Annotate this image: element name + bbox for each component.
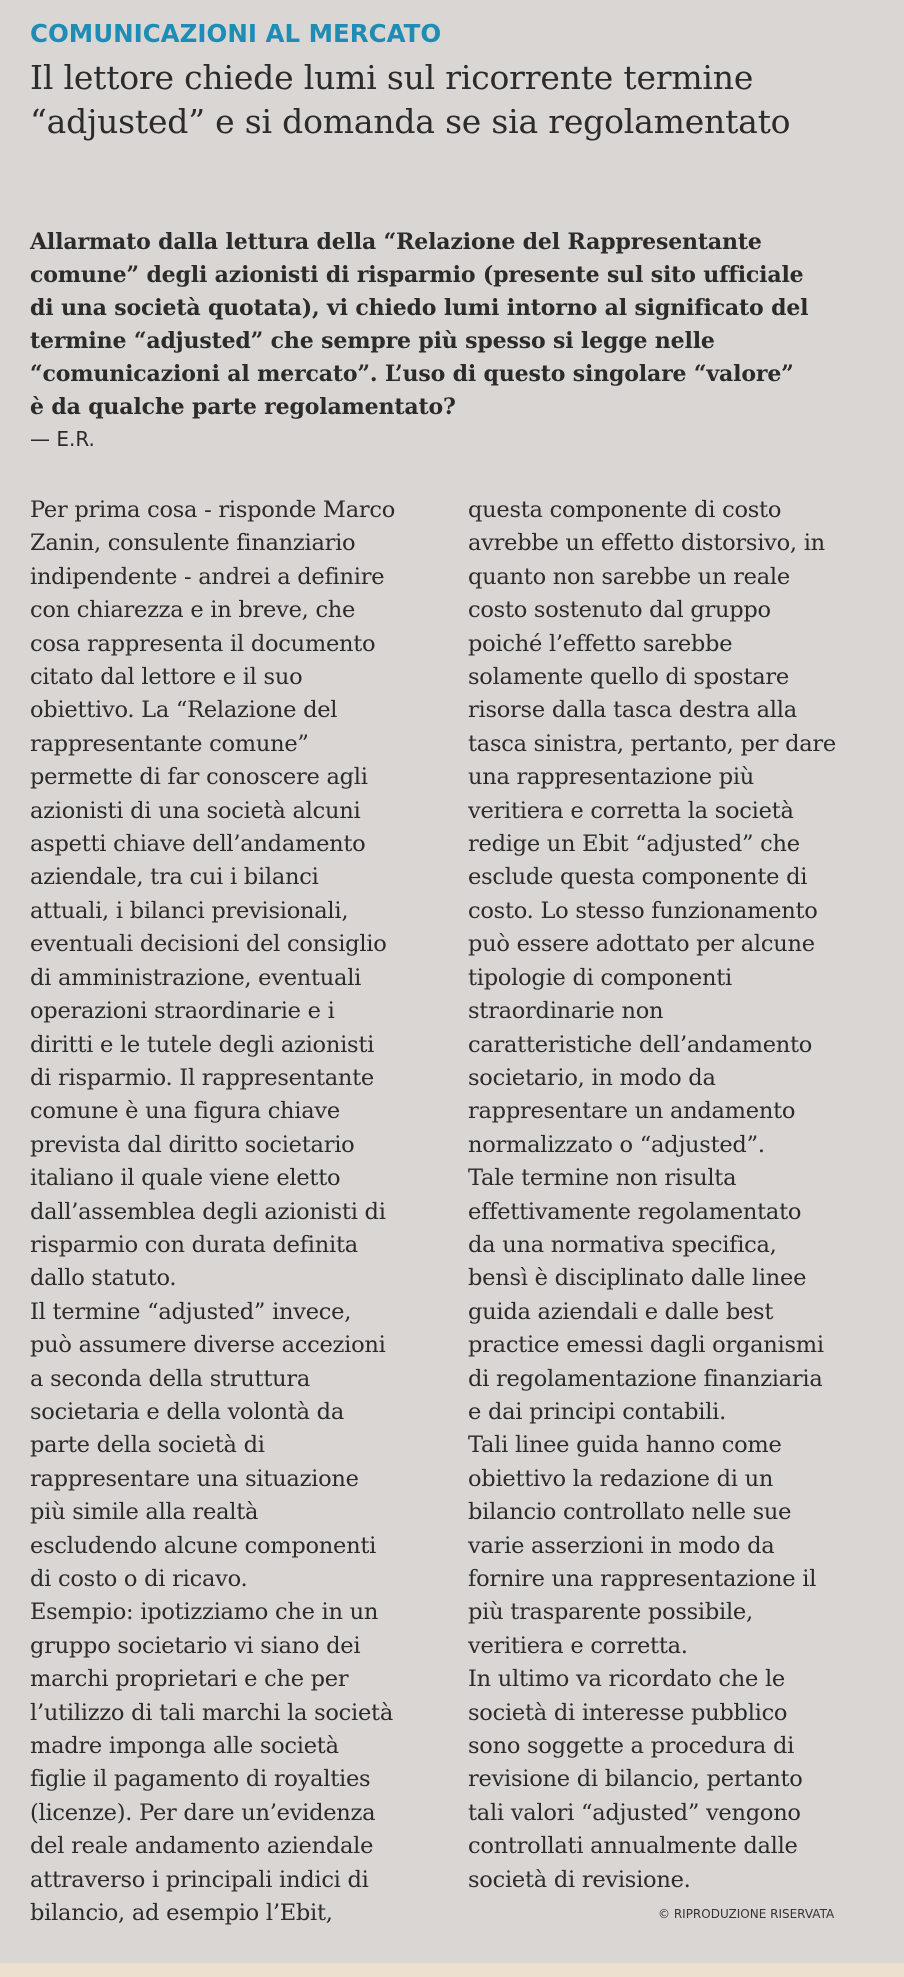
answer-line: di risparmio. Il rappresentante	[30, 1064, 374, 1091]
answer-line: bilancio controllato nelle sue	[468, 1499, 792, 1526]
answer-column-left	[30, 494, 450, 1930]
answer-line: tali valori “adjusted” vengono	[468, 1799, 801, 1826]
answer-line: societario, in modo da	[468, 1064, 716, 1091]
answer-line: l’utilizzo di tali marchi la società	[30, 1699, 393, 1726]
answer-line: risorse dalla tasca destra alla	[468, 697, 797, 724]
answer-line: redige un Ebit “adjusted” che	[468, 831, 800, 858]
answer-line: può assumere diverse accezioni	[30, 1332, 386, 1359]
answer-line: veritiera e corretta.	[468, 1632, 688, 1659]
answer-line: poiché l’effetto sarebbe	[468, 630, 733, 657]
answer-line: costo. Lo stesso funzionamento	[468, 897, 818, 924]
answer-line: guida aziendali e dalle best	[468, 1298, 774, 1325]
question-line: “comunicazioni al mercato”. L’uso di questo singolare “valore”	[30, 361, 794, 387]
answer-line: Il termine “adjusted” invece,	[30, 1298, 352, 1325]
answer-line: controllati annualmente dalle	[468, 1833, 798, 1860]
answer-line: normalizzato o “adjusted”.	[468, 1131, 765, 1158]
answer-line: aspetti chiave dell’andamento	[30, 831, 366, 858]
answer-line: tasca sinistra, pertanto, per dare	[468, 730, 836, 757]
answer-line: e dai principi contabili.	[468, 1398, 727, 1425]
answer-line: rappresentare un andamento	[468, 1098, 796, 1125]
answer-line: aziendale, tra cui i bilanci	[30, 864, 319, 891]
answer-line: obiettivo la redazione di un	[468, 1465, 774, 1492]
answer-line: prevista dal diritto societario	[30, 1131, 355, 1158]
answer-line: più trasparente possibile,	[468, 1599, 753, 1626]
section-label: COMUNICAZIONI AL MERCATO	[30, 19, 442, 48]
answer-line: obiettivo. La “Relazione del	[30, 697, 338, 724]
answer-line: può essere adottato per alcune	[468, 931, 815, 958]
answer-line: da una normativa specifica,	[468, 1231, 777, 1258]
answer-line: società di revisione.	[468, 1866, 691, 1893]
answer-line: practice emessi dagli organismi	[468, 1332, 824, 1359]
answer-line: del reale andamento aziendale	[30, 1833, 374, 1860]
answer-line: società di interesse pubblico	[468, 1699, 788, 1726]
question-line: Allarmato dalla lettura della “Relazione del Rappresentante	[30, 229, 762, 255]
answer-line: attraverso i principali indici di	[30, 1866, 369, 1893]
answer-line: Zanin, consulente finanziario	[30, 530, 356, 557]
answer-line: effettivamente regolamentato	[468, 1198, 802, 1225]
reader-question	[30, 226, 880, 424]
answer-line: veritiera e corretta la società	[468, 797, 794, 824]
answer-line: tipologie di componenti	[468, 964, 732, 991]
answer-line: Tale termine non risulta	[468, 1165, 737, 1192]
answer-line: permette di far conoscere agli	[30, 764, 368, 791]
answer-line: con chiarezza e in breve, che	[30, 597, 356, 624]
answer-line: questa componente di costo	[468, 497, 782, 523]
question-line: comune” degli azionisti di risparmio (presente sul sito ufficiale	[30, 262, 804, 288]
headline	[30, 56, 880, 144]
answer-line: risparmio con durata definita	[30, 1231, 358, 1258]
answer-line: italiano il quale viene eletto	[30, 1165, 341, 1192]
answer-line: a seconda della struttura	[30, 1365, 311, 1392]
answer-line: avrebbe un effetto distorsivo, in	[468, 530, 825, 557]
question-signature: — E.R.	[30, 427, 95, 451]
answer-line: cosa rappresenta il documento	[30, 630, 376, 657]
copyright-notice: © RIPRODUZIONE RISERVATA	[658, 1907, 835, 1921]
answer-line: escludendo alcune componenti	[30, 1532, 377, 1559]
answer-line: varie asserzioni in modo da	[468, 1532, 775, 1559]
answer-line: eventuali decisioni del consiglio	[30, 931, 387, 958]
answer-line: solamente quello di spostare	[468, 664, 789, 691]
answer-line: di costo o di ricavo.	[30, 1566, 248, 1592]
answer-line: sono soggette a procedura di	[468, 1733, 795, 1760]
answer-line: dallo statuto.	[30, 1265, 177, 1292]
answer-line: marchi proprietari e che per	[30, 1666, 349, 1693]
answer-line: fornire una rappresentazione il	[468, 1566, 817, 1592]
answer-line: attuali, i bilanci previsionali,	[30, 897, 349, 924]
answer-line: costo sostenuto dal gruppo	[468, 597, 771, 624]
answer-line: una rappresentazione più	[468, 764, 755, 791]
question-line: termine “adjusted” che sempre più spesso si legge nelle	[30, 328, 715, 354]
answer-line: azionisti di una società alcuni	[30, 797, 361, 824]
page-bottom-strip	[0, 1963, 904, 1977]
answer-line: In ultimo va ricordato che le	[468, 1666, 786, 1693]
answer-line: rappresentare una situazione	[30, 1465, 359, 1492]
answer-line: rappresentante comune”	[30, 730, 309, 757]
answer-line: societaria e della volontà da	[30, 1398, 344, 1425]
answer-line: bilancio, ad esempio l’Ebit,	[30, 1900, 333, 1927]
answer-line: Esempio: ipotizziamo che in un	[30, 1599, 379, 1626]
answer-line: esclude questa componente di	[468, 864, 808, 891]
headline-line: Il lettore chiede lumi sul ricorrente termine	[30, 58, 754, 97]
answer-line: Per prima cosa - risponde Marco	[30, 497, 396, 523]
answer-line: dall’assemblea degli azionisti di	[30, 1198, 386, 1225]
answer-line: (licenze). Per dare un’evidenza	[30, 1799, 376, 1826]
answer-line: madre imponga alle società	[30, 1733, 339, 1760]
answer-line: comune è una figura chiave	[30, 1098, 340, 1125]
answer-column-right	[468, 494, 888, 1897]
headline-line: “adjusted” e si domanda se sia regolamentato	[30, 102, 791, 141]
answer-line: quanto non sarebbe un reale	[468, 563, 790, 590]
answer-line: di regolamentazione finanziaria	[468, 1365, 823, 1392]
answer-line: straordinarie non	[468, 998, 664, 1025]
answer-line: Tali linee guida hanno come	[468, 1432, 782, 1459]
answer-line: diritti e le tutele degli azionisti	[30, 1031, 375, 1058]
answer-line: operazioni straordinarie e i	[30, 998, 335, 1025]
answer-line: parte della società di	[30, 1432, 265, 1459]
answer-line: figlie il pagamento di royalties	[30, 1766, 371, 1793]
answer-line: citato dal lettore e il suo	[30, 664, 303, 691]
answer-line: più simile alla realtà	[30, 1499, 259, 1526]
answer-line: caratteristiche dell’andamento	[468, 1031, 813, 1058]
answer-line: revisione di bilancio, pertanto	[468, 1766, 803, 1793]
question-line: di una società quotata), vi chiedo lumi intorno al significato del	[30, 295, 809, 321]
answer-line: bensì è disciplinato dalle linee	[468, 1265, 807, 1292]
answer-line: gruppo societario vi siano dei	[30, 1632, 361, 1659]
question-line: è da qualche parte regolamentato?	[30, 394, 456, 420]
answer-line: di amministrazione, eventuali	[30, 964, 362, 991]
answer-line: indipendente - andrei a definire	[30, 563, 385, 590]
